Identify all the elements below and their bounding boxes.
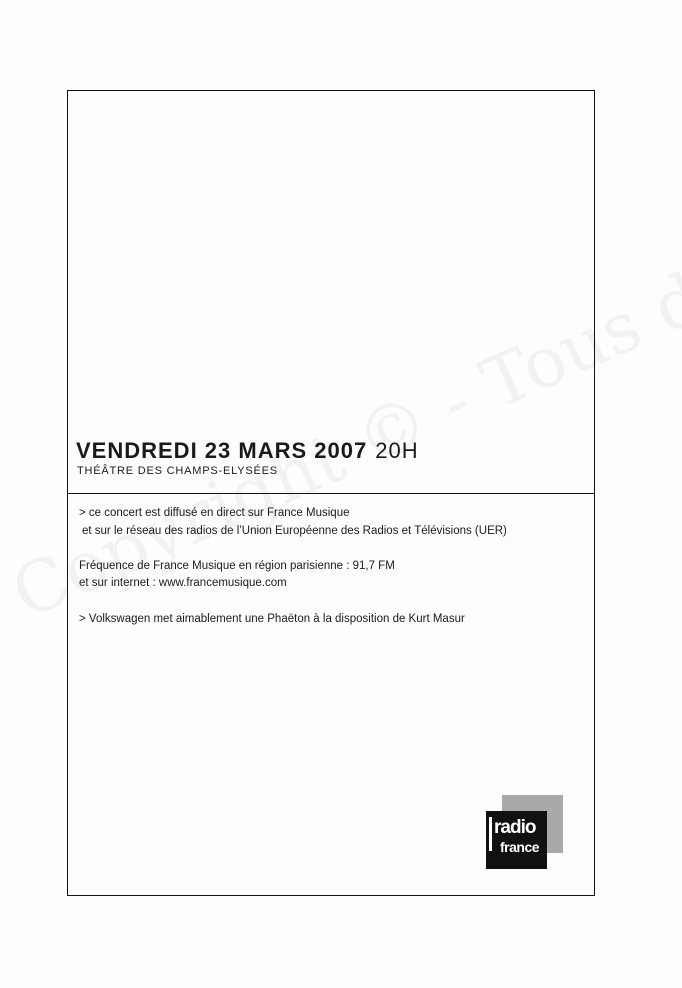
broadcast-note: > ce concert est diffusé en direct sur France Musique [79,507,350,519]
internet-note: et sur internet : www.francemusique.com [79,577,287,589]
logo-word-radio: radio [494,817,536,838]
concert-date-heading [76,438,419,464]
venue-name: THÉÂTRE DES CHAMPS-ELYSÉES [77,465,278,477]
logo-word-france: france [500,839,540,855]
concert-time: 20H [375,438,419,463]
logo-bar [489,817,492,851]
sponsor-note: > Volkswagen met aimablement une Phaëton à la disposition de Kurt Masur [79,613,465,625]
frequency-note: Fréquence de France Musique en région parisienne : 91,7 FM [79,560,395,572]
broadcast-note-network: et sur le réseau des radios de l’Union Européenne des Radios et Télévisions (UER) [82,525,507,537]
section-divider [67,493,595,494]
radio-france-logo [486,795,563,869]
concert-date: VENDREDI 23 MARS 2007 [76,438,368,463]
